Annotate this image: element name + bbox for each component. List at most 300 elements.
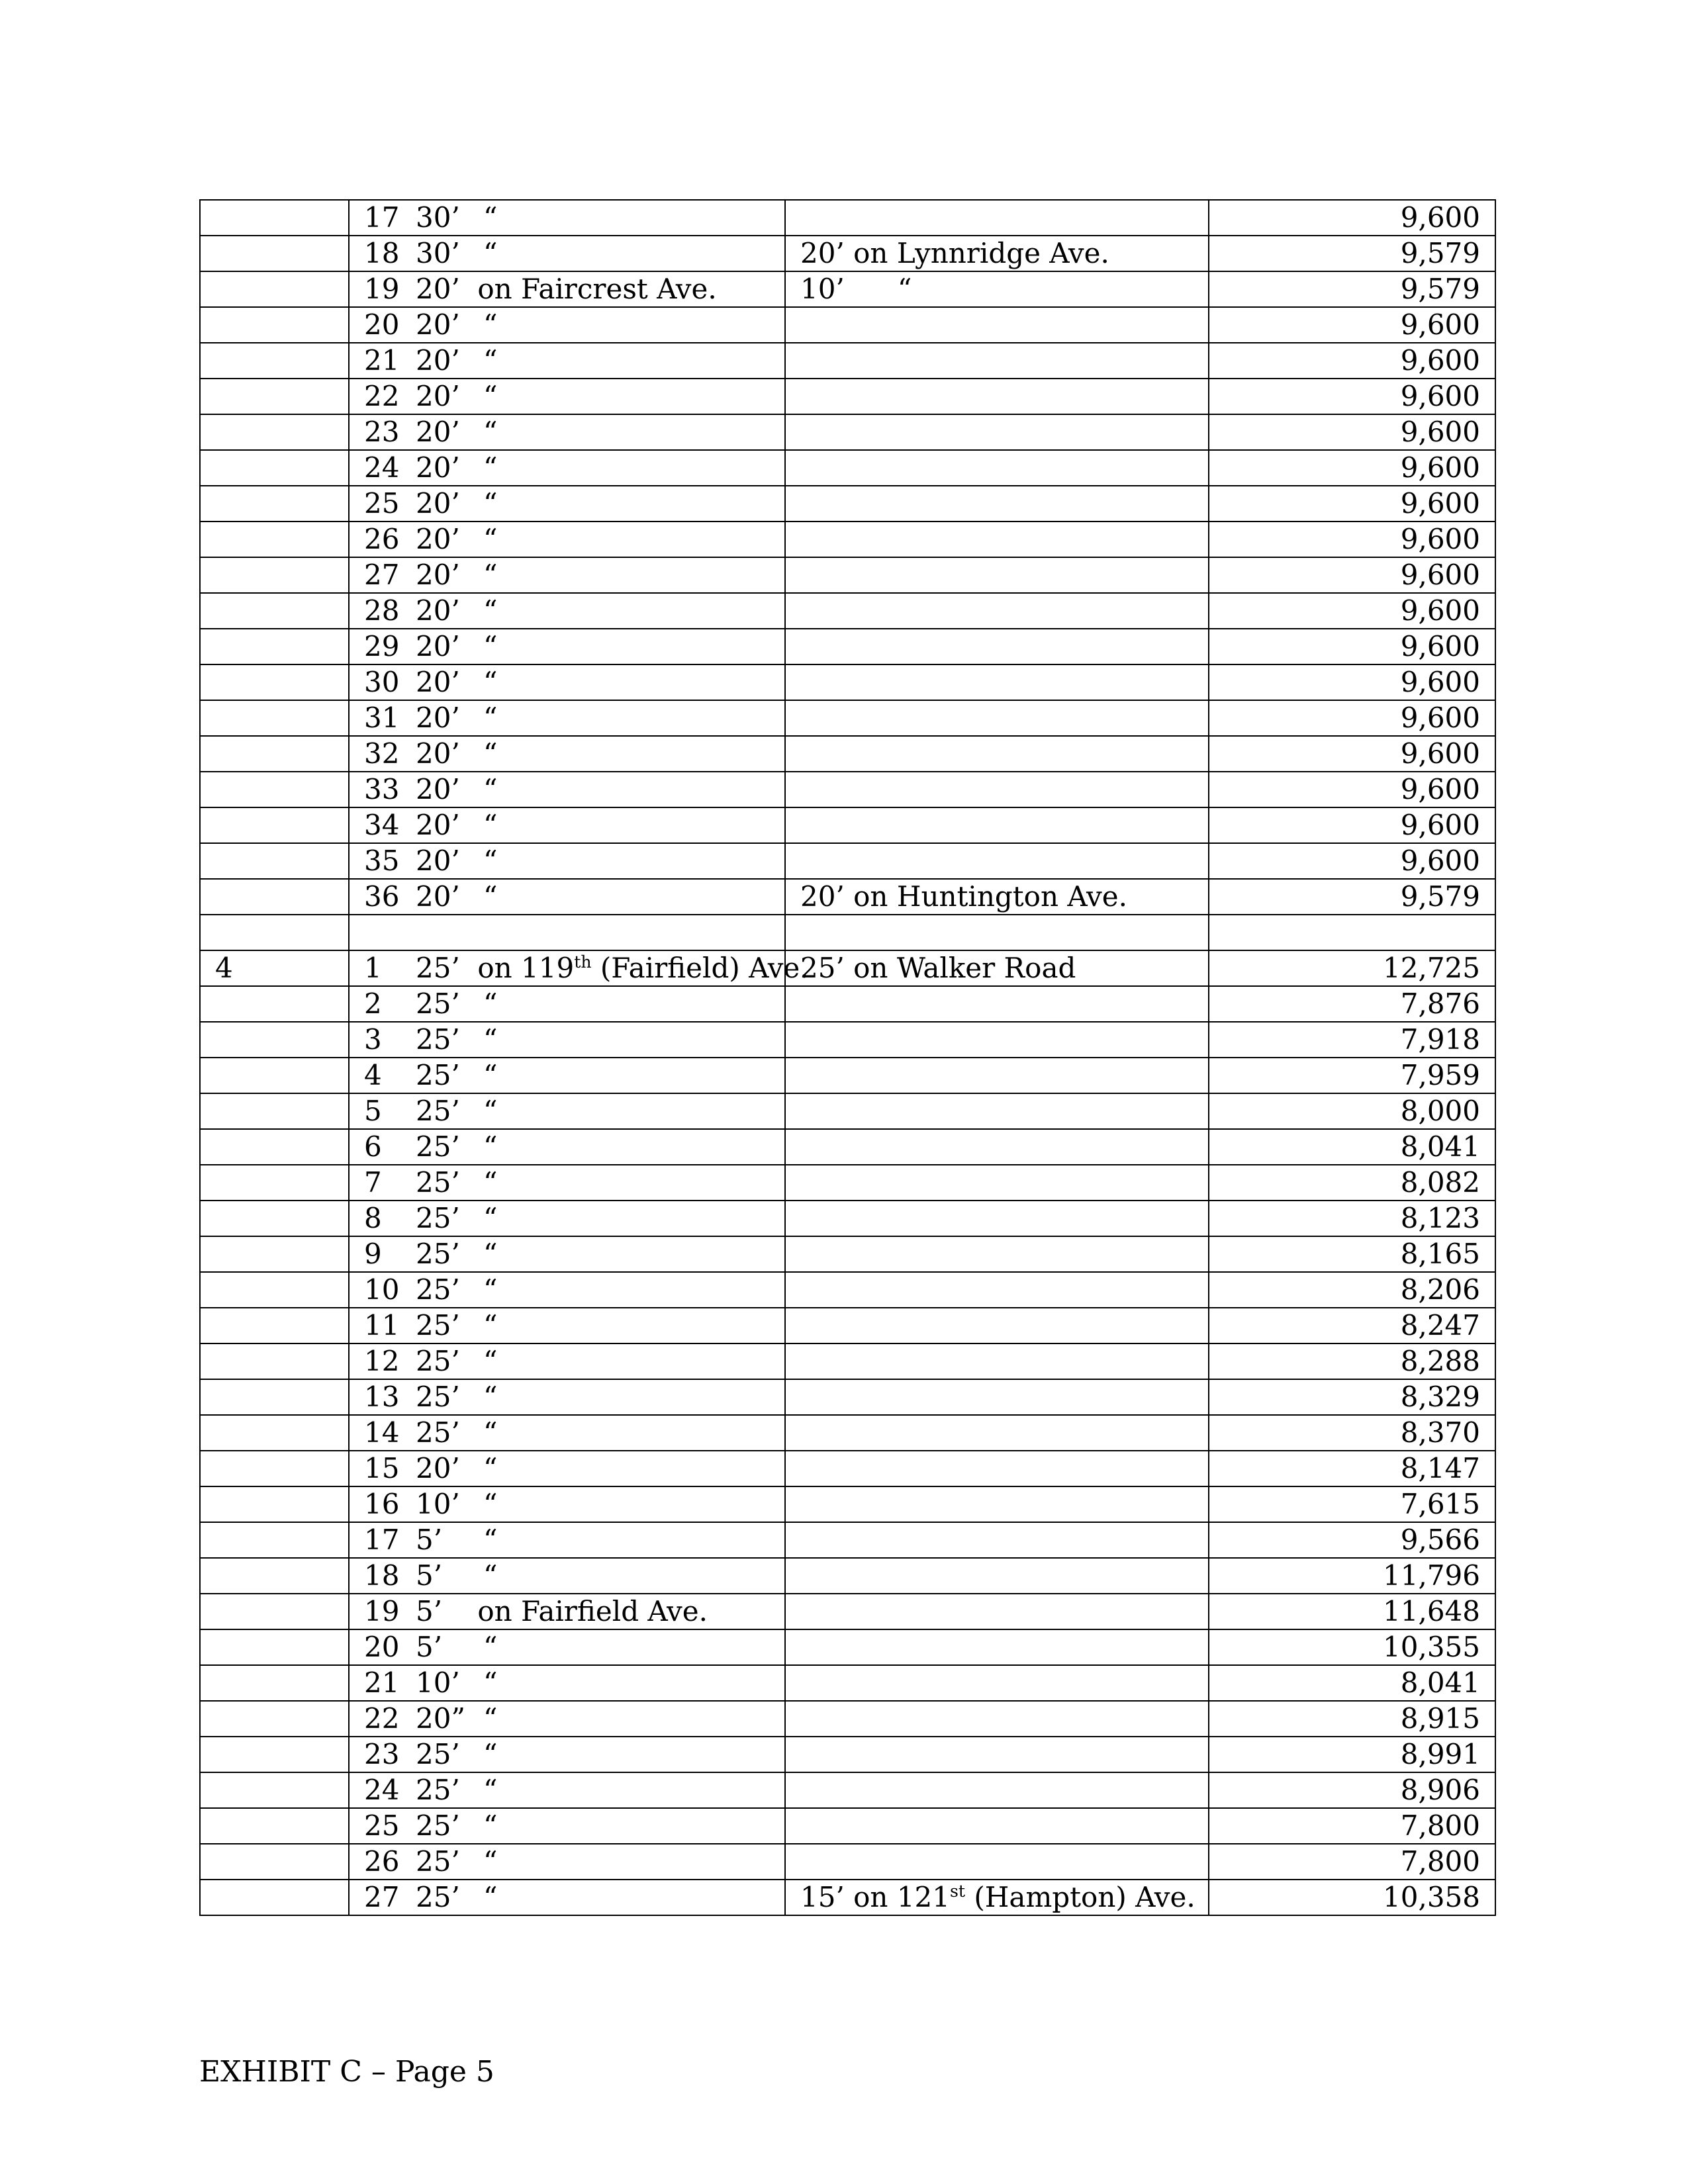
block-cell (200, 1308, 349, 1343)
block-cell (200, 557, 349, 593)
lot-frontage-cell (349, 700, 785, 736)
side-frontage-cell (785, 1558, 1209, 1594)
side-frontage-cell (785, 629, 1209, 664)
lot-frontage-cell (349, 1701, 785, 1737)
table-row (200, 271, 1495, 307)
frontage-dimension: 20’ (416, 809, 460, 841)
ditto-mark: “ (483, 809, 498, 841)
side-frontage-cell (785, 950, 1209, 986)
lot-frontage-cell (349, 1629, 785, 1665)
block-cell (200, 343, 349, 379)
lot-frontage-cell (349, 1308, 785, 1343)
table-row (200, 1343, 1495, 1379)
lot-frontage-cell (349, 1058, 785, 1093)
ditto-mark: “ (483, 1023, 498, 1056)
table-row (200, 1415, 1495, 1451)
side-frontage-cell (785, 1201, 1209, 1236)
table-row (200, 950, 1495, 986)
ditto-mark: “ (483, 666, 498, 698)
area-cell: 8,906 (1209, 1772, 1495, 1808)
table-row (200, 593, 1495, 629)
ditto-mark: “ (483, 1809, 498, 1842)
lot-frontage-cell (349, 664, 785, 700)
block-cell (200, 1880, 349, 1915)
lot-number: 29 (364, 630, 400, 662)
block-cell (200, 271, 349, 307)
table-row (200, 1201, 1495, 1236)
lot-number: 20 (364, 308, 400, 341)
block-cell (200, 700, 349, 736)
block-cell (200, 236, 349, 271)
frontage-dimension: 25’ (416, 1881, 460, 1913)
block-cell (200, 1772, 349, 1808)
ditto-mark: “ (483, 1345, 498, 1377)
side-frontage-cell (785, 1665, 1209, 1701)
table-row (200, 1236, 1495, 1272)
table-row (200, 379, 1495, 414)
ditto-mark: “ (483, 880, 498, 913)
lot-frontage-cell (349, 1165, 785, 1201)
frontage-dimension: 25’ (416, 1023, 460, 1056)
ditto-mark: “ (483, 523, 498, 555)
table-row (200, 414, 1495, 450)
frontage-dimension: 20’ (416, 1452, 460, 1484)
area-cell: 8,206 (1209, 1272, 1495, 1308)
ditto-mark: “ (483, 773, 498, 805)
frontage-dimension: 25’ (416, 1774, 460, 1806)
block-cell (200, 1343, 349, 1379)
lot-frontage-cell (349, 807, 785, 843)
frontage-dimension: 20’ (416, 844, 460, 877)
ditto-mark: “ (483, 630, 498, 662)
side-frontage-cell (785, 736, 1209, 772)
lot-number: 20 (364, 1631, 400, 1663)
table-row (200, 986, 1495, 1022)
area-cell: 7,918 (1209, 1022, 1495, 1058)
lot-number: 27 (364, 1881, 400, 1913)
frontage-dimension: 5’ (416, 1524, 443, 1556)
side-frontage-cell (785, 1058, 1209, 1093)
table-row (200, 1522, 1495, 1558)
ditto-mark: “ (483, 344, 498, 377)
ditto-mark: “ (483, 487, 498, 520)
side-frontage-cell (785, 1808, 1209, 1844)
frontage-dimension: 25’ (416, 952, 460, 984)
ditto-mark: “ (483, 237, 498, 269)
lot-number: 23 (364, 1738, 400, 1770)
block-cell (200, 843, 349, 879)
lot-frontage-cell (349, 593, 785, 629)
lot-frontage-cell (349, 1665, 785, 1701)
area-cell: 8,082 (1209, 1165, 1495, 1201)
block-cell (200, 664, 349, 700)
lot-frontage-cell (349, 1772, 785, 1808)
table-row (200, 1451, 1495, 1486)
area-cell: 12,725 (1209, 950, 1495, 986)
side-frontage-cell (785, 1880, 1209, 1915)
side-frontage-cell (785, 414, 1209, 450)
lot-number: 7 (364, 1166, 382, 1199)
lot-number: 26 (364, 523, 400, 555)
table-row (200, 1808, 1495, 1844)
frontage-street: on 119 (477, 952, 575, 984)
block-cell (200, 1737, 349, 1772)
lot-area-table-body (200, 200, 1495, 1915)
side-frontage-cell (785, 1701, 1209, 1737)
area-cell: 8,123 (1209, 1201, 1495, 1236)
frontage-street-rest: (Fairfield) Ave. (591, 952, 809, 984)
ditto-mark: “ (483, 308, 498, 341)
table-row (200, 236, 1495, 271)
lot-number: 1 (364, 952, 382, 984)
lot-frontage-cell (349, 1486, 785, 1522)
block-cell (200, 1201, 349, 1236)
frontage-dimension: 25’ (416, 1095, 460, 1127)
table-row (200, 450, 1495, 486)
block-cell (200, 1486, 349, 1522)
lot-number: 15 (364, 1452, 400, 1484)
lot-number: 17 (364, 1524, 400, 1556)
table-row (200, 1665, 1495, 1701)
lot-frontage-cell (349, 1272, 785, 1308)
lot-frontage-cell (349, 1880, 785, 1915)
side-frontage: 20’ on Huntington Ave. (800, 880, 1127, 913)
table-row (200, 1772, 1495, 1808)
lot-number: 22 (364, 380, 400, 412)
side-frontage-cell (785, 664, 1209, 700)
side-frontage-cell (785, 772, 1209, 807)
ditto-mark: “ (483, 1666, 498, 1699)
lot-number: 23 (364, 416, 400, 448)
table-row (200, 700, 1495, 736)
area-cell: 9,600 (1209, 557, 1495, 593)
lot-frontage-cell (349, 1415, 785, 1451)
area-cell: 8,247 (1209, 1308, 1495, 1343)
area-cell: 8,165 (1209, 1236, 1495, 1272)
side-frontage-cell (785, 1415, 1209, 1451)
block-cell (200, 1272, 349, 1308)
frontage-dimension: 30’ (416, 201, 460, 234)
area-cell: 9,566 (1209, 1522, 1495, 1558)
table-row (200, 736, 1495, 772)
frontage-dimension: 20’ (416, 344, 460, 377)
block-cell (200, 736, 349, 772)
area-cell: 9,579 (1209, 879, 1495, 915)
lot-number: 18 (364, 1559, 400, 1592)
table-row (200, 1165, 1495, 1201)
table-row (200, 629, 1495, 664)
table-row (200, 1093, 1495, 1129)
frontage-dimension: 25’ (416, 1166, 460, 1199)
lot-number: 25 (364, 487, 400, 520)
table-row (200, 1737, 1495, 1772)
side-frontage-cell (785, 1737, 1209, 1772)
table-row (200, 1594, 1495, 1629)
table-row (200, 1022, 1495, 1058)
side-frontage-cell (785, 1165, 1209, 1201)
page-footer: EXHIBIT C – Page 5 (199, 2055, 494, 2089)
frontage-dimension: 5’ (416, 1631, 443, 1663)
lot-number: 4 (364, 1059, 382, 1091)
side-frontage: 10’ “ (800, 273, 912, 305)
side-frontage-cell (785, 1236, 1209, 1272)
lot-number: 18 (364, 237, 400, 269)
ditto-mark: “ (483, 201, 498, 234)
frontage-dimension: 25’ (416, 1381, 460, 1413)
side-frontage-cell (785, 200, 1209, 236)
frontage-dimension: 20’ (416, 737, 460, 770)
lot-number: 36 (364, 880, 400, 913)
block-cell (200, 1451, 349, 1486)
block-cell (200, 1129, 349, 1165)
block-cell (200, 1701, 349, 1737)
table-row (200, 307, 1495, 343)
side-frontage-cell (785, 700, 1209, 736)
side-frontage: 20’ on Lynnridge Ave. (800, 237, 1109, 269)
frontage-dimension: 20’ (416, 416, 460, 448)
lot-frontage-cell (349, 1129, 785, 1165)
frontage-dimension: 25’ (416, 1059, 460, 1091)
area-cell: 9,579 (1209, 236, 1495, 271)
frontage-street: on Faircrest Ave. (477, 273, 717, 305)
area-cell: 9,600 (1209, 807, 1495, 843)
ditto-mark: “ (483, 1202, 498, 1234)
frontage-dimension: 25’ (416, 1416, 460, 1449)
lot-frontage-cell (349, 379, 785, 414)
area-cell: 8,041 (1209, 1665, 1495, 1701)
side-frontage-cell (785, 1379, 1209, 1415)
area-cell: 8,991 (1209, 1737, 1495, 1772)
area-cell: 8,288 (1209, 1343, 1495, 1379)
ditto-mark: “ (483, 416, 498, 448)
side-frontage-cell (785, 593, 1209, 629)
table-row (200, 1379, 1495, 1415)
frontage-dimension: 25’ (416, 987, 460, 1020)
table-row (200, 1272, 1495, 1308)
block-cell (200, 915, 349, 950)
lot-number: 9 (364, 1238, 382, 1270)
table-row (200, 1058, 1495, 1093)
ditto-mark: “ (483, 1381, 498, 1413)
area-cell (1209, 915, 1495, 950)
table-row (200, 1129, 1495, 1165)
lot-frontage-cell (349, 772, 785, 807)
side-frontage-cell (785, 1629, 1209, 1665)
table-row (200, 1629, 1495, 1665)
side-frontage: 15’ on 121 (800, 1881, 950, 1913)
lot-frontage-cell (349, 271, 785, 307)
frontage-dimension: 25’ (416, 1345, 460, 1377)
side-frontage-cell (785, 1272, 1209, 1308)
block-cell (200, 1415, 349, 1451)
block-cell (200, 1379, 349, 1415)
block-cell (200, 1558, 349, 1594)
block-cell (200, 807, 349, 843)
area-cell: 9,600 (1209, 629, 1495, 664)
lot-number: 24 (364, 1774, 400, 1806)
block-cell (200, 1629, 349, 1665)
side-frontage-cell (785, 486, 1209, 522)
block-cell (200, 593, 349, 629)
side-frontage-cell (785, 915, 1209, 950)
lot-number: 34 (364, 809, 400, 841)
lot-frontage-cell (349, 1201, 785, 1236)
lot-number: 35 (364, 844, 400, 877)
ditto-mark: “ (483, 1238, 498, 1270)
lot-number: 5 (364, 1095, 382, 1127)
table-row (200, 1844, 1495, 1880)
lot-frontage-cell (349, 557, 785, 593)
block-cell (200, 772, 349, 807)
table-row (200, 879, 1495, 915)
side-frontage-cell (785, 450, 1209, 486)
block-cell (200, 879, 349, 915)
side-frontage-cell (785, 379, 1209, 414)
lot-frontage-cell (349, 1844, 785, 1880)
side-frontage-cell (785, 1451, 1209, 1486)
block-cell (200, 522, 349, 557)
lot-frontage-cell (349, 414, 785, 450)
lot-number: 21 (364, 344, 400, 377)
frontage-dimension: 25’ (416, 1202, 460, 1234)
lot-number: 27 (364, 559, 400, 591)
lot-frontage-cell (349, 486, 785, 522)
lot-frontage-cell (349, 307, 785, 343)
block-cell (200, 1093, 349, 1129)
area-cell: 9,600 (1209, 486, 1495, 522)
area-cell: 9,600 (1209, 593, 1495, 629)
area-cell: 9,600 (1209, 379, 1495, 414)
lot-frontage-cell (349, 1022, 785, 1058)
frontage-dimension: 20’ (416, 630, 460, 662)
ditto-mark: “ (483, 559, 498, 591)
table-row (200, 1558, 1495, 1594)
ditto-mark: “ (483, 1631, 498, 1663)
ditto-mark: “ (483, 1273, 498, 1306)
area-cell: 9,600 (1209, 772, 1495, 807)
lot-frontage-cell (349, 343, 785, 379)
area-cell: 8,000 (1209, 1093, 1495, 1129)
ditto-mark: “ (483, 737, 498, 770)
lot-number: 22 (364, 1702, 400, 1735)
ditto-mark: “ (483, 1488, 498, 1520)
lot-area-table (199, 199, 1496, 1916)
lot-number: 12 (364, 1345, 400, 1377)
frontage-dimension: 10’ (416, 1666, 460, 1699)
lot-number: 13 (364, 1381, 400, 1413)
table-row (200, 200, 1495, 236)
side-frontage-cell (785, 1844, 1209, 1880)
lot-frontage-cell (349, 522, 785, 557)
area-cell: 8,329 (1209, 1379, 1495, 1415)
lot-number: 26 (364, 1845, 400, 1878)
ditto-mark: “ (483, 1416, 498, 1449)
ditto-mark: “ (483, 451, 498, 484)
lot-number: 30 (364, 666, 400, 698)
frontage-dimension: 20’ (416, 523, 460, 555)
lot-number: 17 (364, 201, 400, 234)
lot-frontage-cell (349, 879, 785, 915)
ditto-mark: “ (483, 1559, 498, 1592)
area-cell: 8,041 (1209, 1129, 1495, 1165)
block-cell (200, 450, 349, 486)
table-row (200, 522, 1495, 557)
area-cell: 9,600 (1209, 700, 1495, 736)
side-frontage-cell (785, 1522, 1209, 1558)
ditto-mark: “ (483, 1702, 498, 1735)
lot-frontage-cell (349, 1343, 785, 1379)
side-frontage-cell (785, 1129, 1209, 1165)
ditto-mark: “ (483, 1309, 498, 1342)
lot-number: 31 (364, 702, 400, 734)
frontage-dimension: 20’ (416, 594, 460, 627)
area-cell: 9,600 (1209, 414, 1495, 450)
frontage-dimension: 25’ (416, 1809, 460, 1842)
frontage-dimension: 20’ (416, 308, 460, 341)
side-frontage-cell (785, 1022, 1209, 1058)
block-cell (200, 1665, 349, 1701)
table-row (200, 1880, 1495, 1915)
block-cell (200, 1165, 349, 1201)
frontage-dimension: 20’ (416, 702, 460, 734)
side-frontage-cell (785, 557, 1209, 593)
lot-frontage-cell (349, 1522, 785, 1558)
frontage-dimension: 25’ (416, 1738, 460, 1770)
ditto-mark: “ (483, 1524, 498, 1556)
lot-number: 6 (364, 1130, 382, 1163)
side-frontage-rest: (Hampton) Ave. (965, 1881, 1196, 1913)
ditto-mark: “ (483, 1059, 498, 1091)
table-row (200, 915, 1495, 950)
side-frontage: 25’ on Walker Road (800, 952, 1076, 984)
lot-frontage-cell (349, 629, 785, 664)
lot-number: 8 (364, 1202, 382, 1234)
ditto-mark: “ (483, 987, 498, 1020)
side-frontage-cell (785, 522, 1209, 557)
area-cell: 9,600 (1209, 343, 1495, 379)
area-cell: 11,648 (1209, 1594, 1495, 1629)
block-cell: 4 (200, 950, 349, 986)
frontage-dimension: 5’ (416, 1595, 443, 1627)
area-cell: 8,147 (1209, 1451, 1495, 1486)
area-cell: 7,876 (1209, 986, 1495, 1022)
frontage-dimension: 25’ (416, 1309, 460, 1342)
block-cell (200, 1844, 349, 1880)
lot-number: 2 (364, 987, 382, 1020)
frontage-dimension: 20’ (416, 451, 460, 484)
lot-frontage-cell (349, 736, 785, 772)
ditto-mark: “ (483, 702, 498, 734)
area-cell: 7,800 (1209, 1844, 1495, 1880)
lot-frontage-cell (349, 1558, 785, 1594)
lot-number: 3 (364, 1023, 382, 1056)
lot-frontage-cell (349, 450, 785, 486)
area-cell: 8,915 (1209, 1701, 1495, 1737)
table-row (200, 1308, 1495, 1343)
ordinal-suffix: st (950, 1882, 966, 1901)
lot-number: 11 (364, 1309, 400, 1342)
block-cell (200, 379, 349, 414)
block-cell (200, 307, 349, 343)
ditto-mark: “ (483, 1130, 498, 1163)
frontage-dimension: 25’ (416, 1845, 460, 1878)
frontage-dimension: 20’ (416, 487, 460, 520)
ditto-mark: “ (483, 380, 498, 412)
area-cell: 9,600 (1209, 522, 1495, 557)
ditto-mark: “ (483, 1881, 498, 1913)
lot-number: 24 (364, 451, 400, 484)
table-row (200, 1486, 1495, 1522)
